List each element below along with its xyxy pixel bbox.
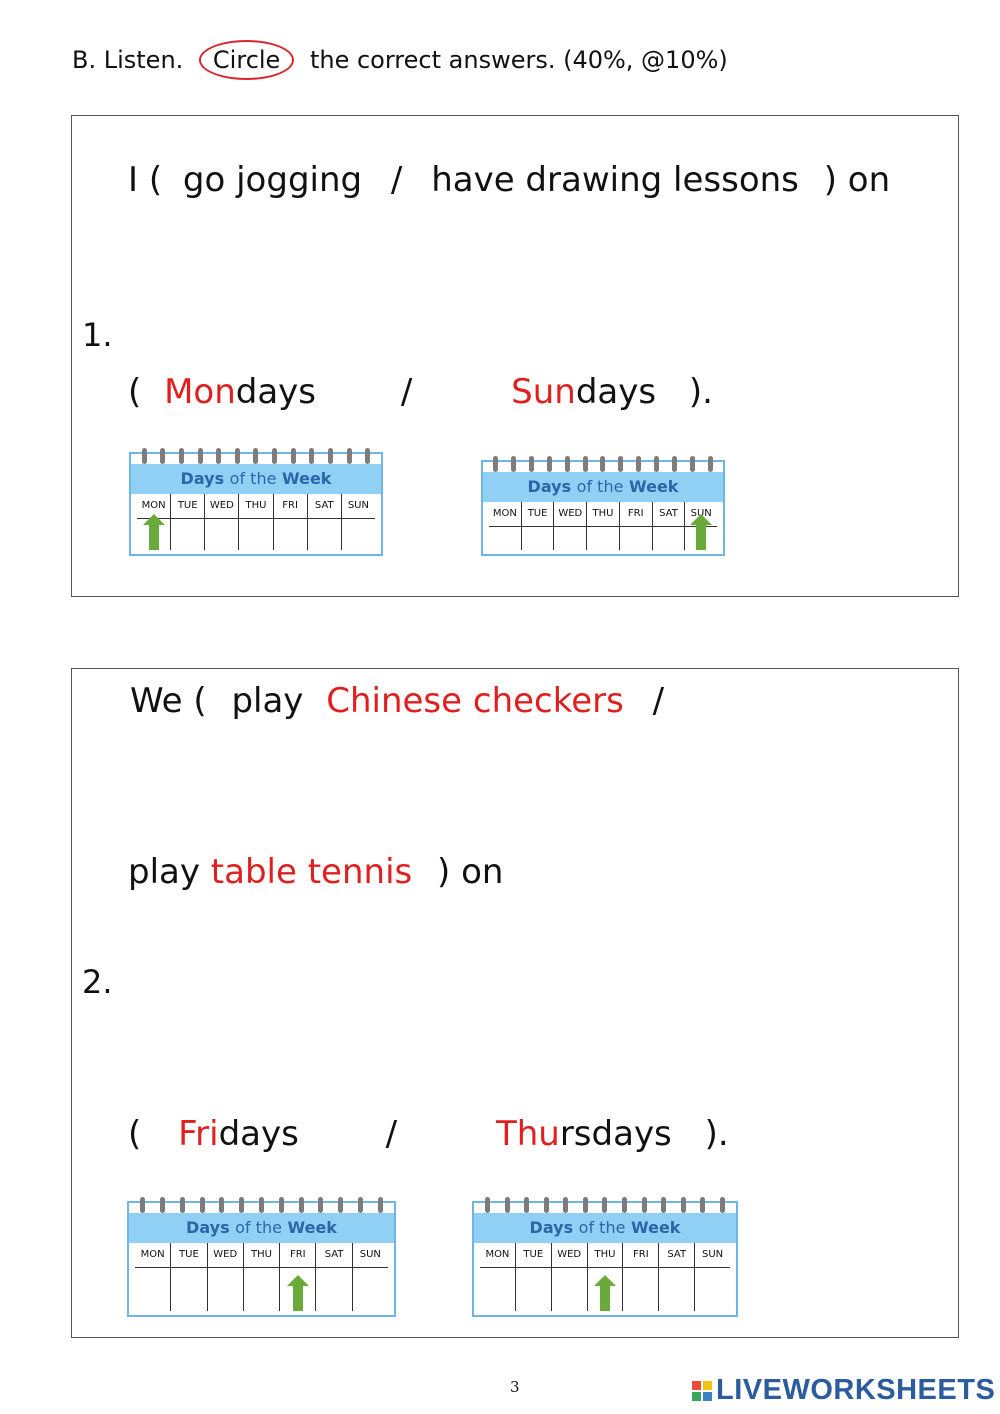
q1-option-sundays[interactable]: Sundays xyxy=(511,372,657,412)
calendar-day-sat: SAT xyxy=(308,494,342,550)
calendar-day-tue: TUE xyxy=(171,1243,207,1311)
calendar-day-wed: WED xyxy=(554,502,587,550)
calendar-q1-monday xyxy=(129,452,383,556)
calendar-title: Days of the Week xyxy=(483,472,723,502)
calendar-day-sat: SAT xyxy=(659,1243,695,1311)
question-2-line-3: ( Fridays / Thursdays ). xyxy=(128,1114,729,1154)
calendar-day-mon: MON xyxy=(135,1243,171,1311)
calendar-day-mon: MON xyxy=(489,502,522,550)
calendar-day-fri: FRI xyxy=(280,1243,316,1311)
calendar-day-thu: THU xyxy=(587,502,620,550)
calendar-day-tue: TUE xyxy=(516,1243,552,1311)
calendar-day-sun: SUN xyxy=(695,1243,730,1311)
calendar-day-wed: WED xyxy=(552,1243,588,1311)
calendar-day-fri: FRI xyxy=(623,1243,659,1311)
calendar-day-sun: SUN xyxy=(353,1243,388,1311)
instruction xyxy=(72,40,728,80)
calendar-day-fri: FRI xyxy=(274,494,308,550)
calendar-day-thu: THU xyxy=(244,1243,280,1311)
green-arrow-icon xyxy=(149,524,159,550)
calendar-day-sun xyxy=(685,502,717,550)
question-1-number: 1. xyxy=(82,316,113,354)
calendar-day-tue: TUE xyxy=(522,502,555,550)
calendar-day-tue: TUE xyxy=(171,494,205,550)
calendar-day-mon: MON xyxy=(480,1243,516,1311)
calendar-day-wed: WED xyxy=(208,1243,244,1311)
question-1-line-1: I ( go jogging / have drawing lessons ) on xyxy=(128,160,891,200)
calendar-day-fri: FRI xyxy=(620,502,653,550)
green-arrow-icon xyxy=(696,524,706,550)
q1-option-go-jogging[interactable]: go jogging xyxy=(182,160,363,200)
calendar-day-thu: THU xyxy=(588,1243,624,1311)
liveworksheets-logo xyxy=(692,1374,995,1407)
question-2-box xyxy=(71,668,959,1338)
calendar-day-mon: MON xyxy=(137,494,171,550)
q1-option-mondays[interactable]: Mondays xyxy=(164,372,317,412)
instruction-circled-word: Circle xyxy=(199,40,294,80)
page-number: 3 xyxy=(510,1378,520,1396)
calendar-day-sun: SUN xyxy=(342,494,375,550)
calendar-title: Days of the Week xyxy=(129,1213,394,1243)
calendar-title: Days of the Week xyxy=(474,1213,736,1243)
instruction-suffix: the correct answers. (40%, @10%) xyxy=(309,46,728,74)
calendar-day-wed: WED xyxy=(205,494,239,550)
question-1-line-2: ( Mondays / Sundays ). xyxy=(128,372,713,412)
q2-option-fridays[interactable]: Fridays xyxy=(178,1114,299,1154)
q2-option-table-tennis[interactable]: table tennis xyxy=(210,852,413,892)
question-2-line-2: play table tennis ) on xyxy=(128,852,504,892)
calendar-q2-friday xyxy=(127,1201,396,1317)
liveworksheets-brand-text: LIVEWORKSHEETS xyxy=(716,1374,996,1406)
liveworksheets-logo-icon xyxy=(692,1381,712,1401)
q2-option-thursdays[interactable]: Thursdays xyxy=(495,1114,672,1154)
calendar-day-thu: THU xyxy=(239,494,273,550)
q1-option-drawing-lessons[interactable]: have drawing lessons xyxy=(431,160,799,200)
calendar-q2-thursday xyxy=(472,1201,738,1317)
green-arrow-icon xyxy=(600,1285,610,1311)
green-arrow-icon xyxy=(293,1285,303,1311)
q2-option-chinese-checkers[interactable]: Chinese checkers xyxy=(326,681,624,721)
instruction-prefix: B. Listen. xyxy=(72,46,184,74)
calendar-q1-sunday xyxy=(481,460,725,556)
question-2-line-1: We ( play Chinese checkers / xyxy=(130,681,665,721)
question-1-box xyxy=(71,115,959,597)
calendar-day-sat: SAT xyxy=(316,1243,352,1311)
calendar-title: Days of the Week xyxy=(131,464,381,494)
calendar-day-sat: SAT xyxy=(653,502,686,550)
question-2-number: 2. xyxy=(82,963,113,1001)
